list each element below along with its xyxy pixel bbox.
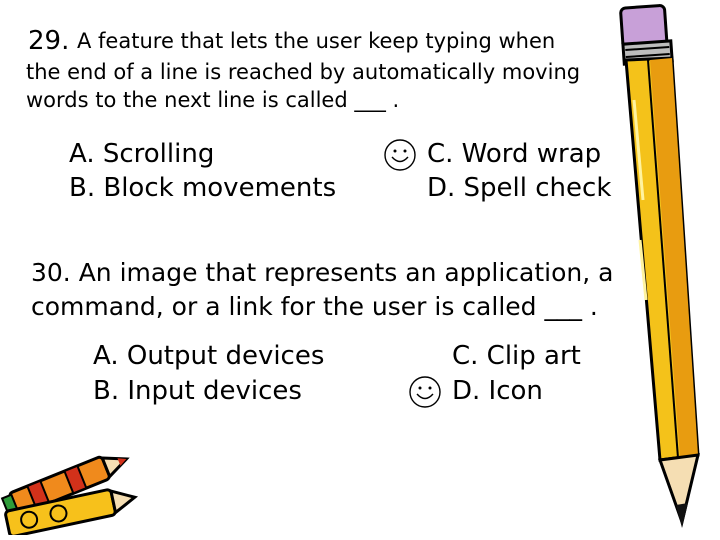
smiley-face-icon (408, 375, 442, 409)
question-30-line-2: command, or a link for the user is called ___ . (31, 292, 598, 321)
question-29-line-2: the end of a line is reached by automatically moving (26, 60, 581, 84)
question-30-line-1: 30. An image that represents an application, a (31, 258, 614, 287)
question-29-line-3: words to the next line is called ___ . (26, 88, 400, 112)
question-30-option-a: A. Output devices (93, 341, 325, 371)
question-30-option-b: B. Input devices (93, 376, 302, 406)
question-29-option-b: B. Block movements (69, 173, 337, 203)
question-29-option-d: D. Spell check (427, 173, 612, 203)
pencil-icon (598, 0, 710, 535)
question-29-line-1: A feature that lets the user keep typing when (77, 29, 556, 53)
smiley-face-icon (383, 138, 417, 172)
question-30-option-c: C. Clip art (452, 341, 581, 371)
question-29-option-a: A. Scrolling (69, 139, 215, 169)
question-30-option-d: D. Icon (452, 376, 543, 406)
question-29-option-c: C. Word wrap (427, 139, 602, 169)
question-29-number: 29. (28, 26, 70, 56)
crayons-icon (0, 430, 140, 535)
